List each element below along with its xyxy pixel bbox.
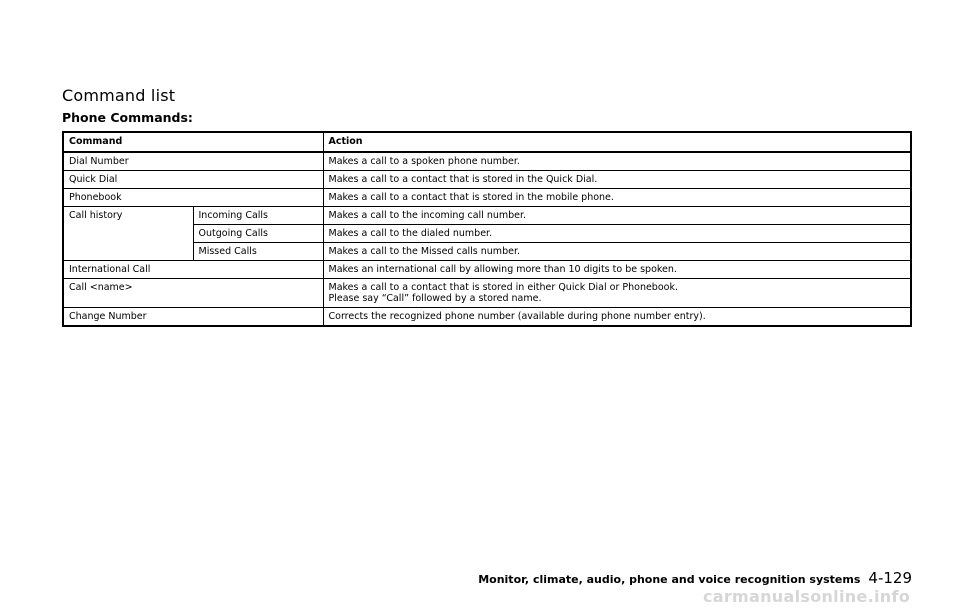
command-cell: Dial Number	[63, 152, 323, 171]
header-command: Command	[63, 132, 323, 152]
table-row	[63, 152, 911, 171]
phone-commands-heading: Phone Commands:	[62, 110, 193, 125]
command-cell: Phonebook	[63, 189, 323, 207]
table-header-row	[63, 132, 911, 152]
table-row	[63, 207, 911, 225]
command-cell: International Call	[63, 261, 323, 279]
action-cell: Makes a call to a contact that is stored in the Quick Dial.	[323, 171, 911, 189]
action-cell: Makes a call to a contact that is stored in the mobile phone.	[323, 189, 911, 207]
command-cell: Change Number	[63, 308, 323, 327]
action-cell	[323, 279, 911, 308]
action-cell: Makes an international call by allowing more than 10 digits to be spoken.	[323, 261, 911, 279]
footer-section-label: Monitor, climate, audio, phone and voice recognition systems	[478, 573, 861, 586]
watermark: carmanualsonline.info	[702, 587, 910, 606]
action-cell: Corrects the recognized phone number (available during phone number entry).	[323, 308, 911, 327]
action-cell: Makes a call to a spoken phone number.	[323, 152, 911, 171]
table-row	[63, 261, 911, 279]
sub-command-cell: Outgoing Calls	[193, 225, 323, 243]
table-row	[63, 308, 911, 327]
action-line-1: Makes a call to a contact that is stored in either Quick Dial or Phonebook.	[328, 282, 678, 293]
table-row	[63, 279, 911, 308]
sub-command-cell: Missed Calls	[193, 243, 323, 261]
table-row	[63, 171, 911, 189]
header-action: Action	[323, 132, 911, 152]
action-cell: Makes a call to the dialed number.	[323, 225, 911, 243]
section-title: Command list	[62, 86, 176, 105]
sub-command-cell: Incoming Calls	[193, 207, 323, 225]
command-cell: Quick Dial	[63, 171, 323, 189]
table-row	[63, 189, 911, 207]
action-cell: Makes a call to the Missed calls number.	[323, 243, 911, 261]
command-cell: Call <name>	[63, 279, 323, 308]
page-footer	[478, 569, 912, 587]
action-cell: Makes a call to the incoming call number.	[323, 207, 911, 225]
action-line-2: Please say “Call” followed by a stored name.	[328, 293, 542, 304]
page-number: 4-129	[868, 569, 912, 587]
command-cell: Call history	[63, 207, 193, 261]
phone-commands-table	[62, 131, 912, 327]
